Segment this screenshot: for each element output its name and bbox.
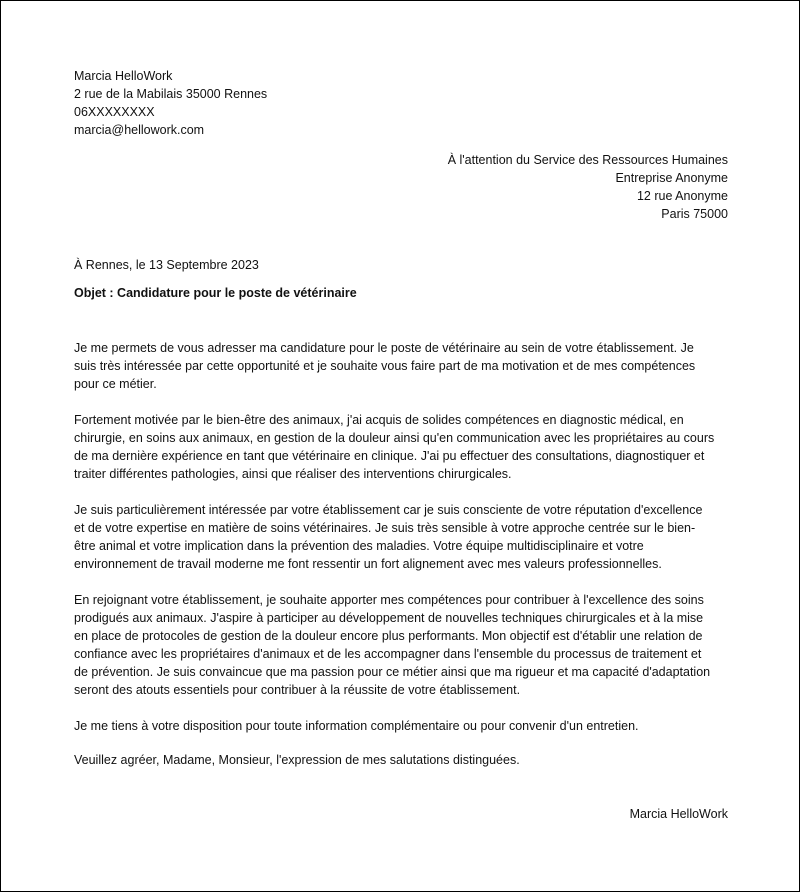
paragraph-line: en place de protocoles de gestion de la douleur encore plus performants. Mon objectif est d'établir une relation de xyxy=(74,629,703,643)
sender-phone: 06XXXXXXXX xyxy=(74,105,155,119)
paragraph-motivation xyxy=(74,501,728,573)
letter-content xyxy=(74,67,728,823)
paragraph-line: traiter différentes pathologies, ainsi que réaliser des interventions chirurgicales. xyxy=(74,467,512,481)
paragraph-introduction xyxy=(74,339,728,393)
paragraph-line: environnement de travail moderne me font ressentir un fort alignement avec mes valeurs professionnelles. xyxy=(74,557,662,571)
paragraph-line: pour ce métier. xyxy=(74,377,157,391)
paragraph-line: et de votre expertise en matière de soins vétérinaires. Je suis très sensible à votre approche centrée sur le bien- xyxy=(74,521,696,535)
recipient-street: 12 rue Anonyme xyxy=(636,189,728,203)
paragraph-closing xyxy=(74,751,728,769)
letter-subject: Objet : Candidature pour le poste de vétérinaire xyxy=(74,286,357,300)
paragraph-line: Je suis particulièrement intéressée par votre établissement car je suis consciente de votre réputation d'excellence xyxy=(74,503,703,517)
paragraph-line: Je me tiens à votre disposition pour toute information complémentaire ou pour convenir d'un entretien. xyxy=(74,719,639,733)
paragraph-line: confiance avec les propriétaires d'animaux et de les accompagner dans l'ensemble du processus de traitement et xyxy=(74,647,702,661)
recipient-attention: À l'attention du Service des Ressources Humaines xyxy=(447,153,728,167)
sender-block xyxy=(74,67,728,139)
recipient-company: Entreprise Anonyme xyxy=(615,171,728,185)
place-date: À Rennes, le 13 Septembre 2023 xyxy=(74,258,259,272)
paragraph-line: chirurgie, en soins aux animaux, en gestion de la douleur ainsi qu'en communication avec les propriétaires au cours xyxy=(74,431,715,445)
paragraph-availability xyxy=(74,717,728,735)
paragraph-line: être animal et votre implication dans la prévention des maladies. Votre équipe multidisciplinaire et votre xyxy=(74,539,644,553)
paragraph-line: Veuillez agréer, Madame, Monsieur, l'expression de mes salutations distinguées. xyxy=(74,753,520,767)
sender-address: 2 rue de la Mabilais 35000 Rennes xyxy=(74,87,268,101)
paragraph-line: de prévention. Je suis convaincue que ma passion pour ce métier ainsi que ma rigueur et ma capacité d'adaptation xyxy=(74,665,711,679)
signature: Marcia HelloWork xyxy=(629,807,728,821)
paragraph-line: de ma dernière expérience en tant que vétérinaire en clinique. J'ai pu effectuer des consultations, diagnostiquer et xyxy=(74,449,705,463)
paragraph-line: suis très intéressée par cette opportunité et je souhaite vous faire part de ma motivation et de mes compétences xyxy=(74,359,696,373)
paragraph-experience xyxy=(74,411,728,483)
sender-email: marcia@hellowork.com xyxy=(74,123,205,137)
paragraph-line: prodigués aux animaux. J'aspire à participer au développement de nouvelles techniques chirurgicales et à la mise xyxy=(74,611,704,625)
paragraph-line: seront des atouts essentiels pour contribuer à la réussite de votre établissement. xyxy=(74,683,521,697)
paragraph-line: Fortement motivée par le bien-être des animaux, j'ai acquis de solides compétences en diagnostic médical, en xyxy=(74,413,684,427)
recipient-city: Paris 75000 xyxy=(661,207,728,221)
sender-name: Marcia HelloWork xyxy=(74,69,173,83)
paragraph-line: En rejoignant votre établissement, je souhaite apporter mes compétences pour contribuer à l'excellence des soins xyxy=(74,593,704,607)
paragraph-line: Je me permets de vous adresser ma candidature pour le poste de vétérinaire au sein de votre établissement. Je xyxy=(74,341,694,355)
recipient-block xyxy=(74,151,728,223)
paragraph-contribution xyxy=(74,591,728,699)
